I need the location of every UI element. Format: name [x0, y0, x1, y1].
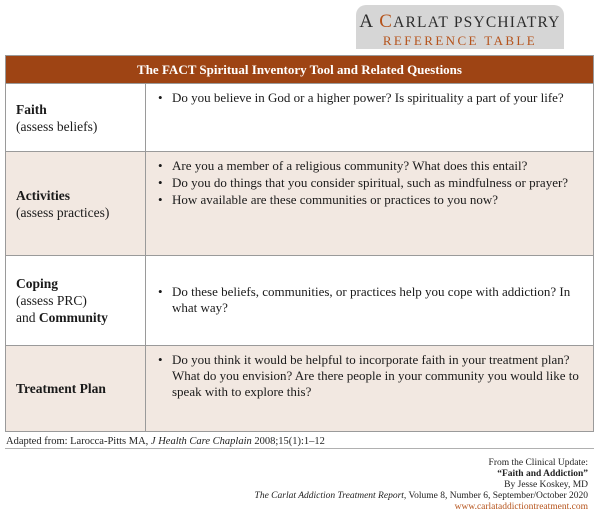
banner-brand [356, 11, 564, 33]
source-credit [255, 458, 588, 513]
row-label-sub: (assess practices) [16, 204, 110, 220]
banner-brand-a: A [359, 11, 380, 32]
row-label [6, 346, 146, 431]
row-label-sub: (assess beliefs) [16, 118, 98, 134]
table-row-activities [6, 151, 593, 255]
credit-line-1: From the Clinical Update: [488, 458, 588, 468]
question-item: • Do you believe in God or a higher power? Is spirituality a part of your life? [156, 90, 585, 106]
question-item: • How available are these communities or practices to you now? [156, 192, 585, 208]
table-row-treatment-plan [6, 345, 593, 431]
banner-brand-rest: ARLAT PSYCHIATRY [393, 14, 561, 31]
row-questions [146, 346, 593, 401]
row-label-title: Activities [16, 187, 70, 203]
banner-subtitle: REFERENCE TABLE [382, 33, 538, 48]
row-label-title: Treatment Plan [16, 381, 106, 396]
row-label-sub: (assess PRC) [16, 293, 87, 308]
credit-article-title: “Faith and Addiction” [497, 469, 588, 479]
adapted-prefix: Adapted from: Larocca-Pitts MA, [6, 436, 151, 447]
question-item: • Do you think it would be helpful to incorporate faith in your treatment plan? What do you envision? Are there people in your community you would like to speak with to explore this? [156, 352, 585, 400]
row-label [6, 152, 146, 255]
row-questions [146, 84, 593, 107]
row-label-and: and [16, 310, 39, 325]
credit-issue: , Volume 8, Number 6, September/October 2020 [403, 491, 588, 501]
credit-citation [255, 491, 588, 502]
row-label [6, 84, 146, 151]
credit-journal: The Carlat Addiction Treatment Report [254, 491, 404, 501]
reference-banner [356, 5, 564, 49]
table-row-faith [6, 83, 593, 151]
fact-table [5, 55, 594, 432]
row-label-title-2: Community [38, 310, 108, 325]
adapted-from-note [6, 436, 325, 447]
credit-author: By Jesse Koskey, MD [504, 480, 588, 490]
table-row-coping-community [6, 255, 593, 345]
row-questions [146, 256, 593, 345]
adapted-suffix: 2008;15(1):1–12 [251, 436, 325, 447]
row-label [6, 256, 146, 345]
banner-brand-c: C [379, 11, 394, 32]
table-title: The FACT Spiritual Inventory Tool and Related Questions [6, 56, 593, 83]
credit-website-link[interactable]: www.carlataddictiontreatment.com [454, 502, 588, 512]
question-item: • Do you do things that you consider spiritual, such as mindfulness or prayer? [156, 175, 585, 191]
row-questions [146, 152, 593, 209]
question-item: • Do these beliefs, communities, or practices help you cope with addiction? In what way? [156, 284, 585, 316]
row-label-title: Coping [16, 276, 59, 291]
adapted-journal: J Health Care Chaplain [150, 436, 252, 447]
row-label-community [16, 309, 145, 326]
row-label-title: Faith [16, 101, 47, 117]
divider [5, 448, 594, 449]
question-item: • Are you a member of a religious community? What does this entail? [156, 158, 585, 174]
